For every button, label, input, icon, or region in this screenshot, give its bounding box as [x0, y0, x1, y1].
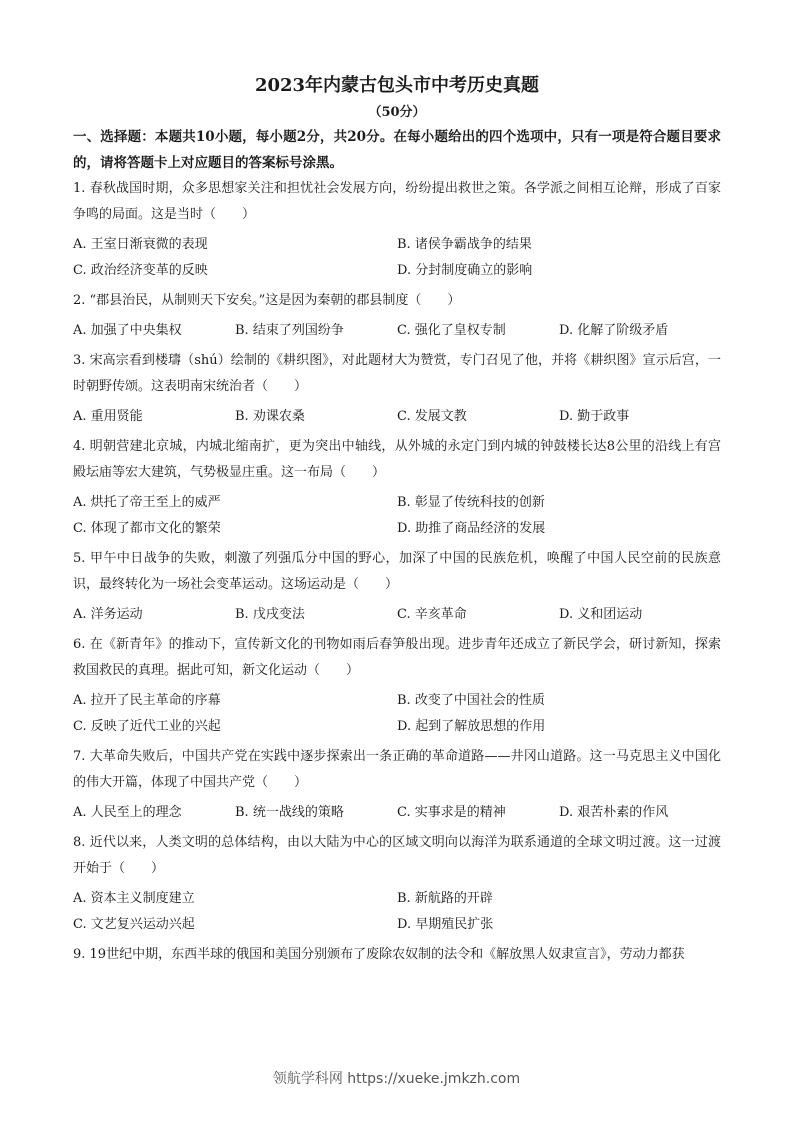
options-row [73, 404, 721, 430]
options-row [73, 688, 721, 740]
option-d: D. 义和团运动 [559, 607, 643, 622]
option-a: A. 烘托了帝王至上的威严 [73, 495, 221, 510]
option-c: C. 实事求是的精神 [397, 805, 506, 820]
option-b: B. 结束了列国纷争 [235, 323, 344, 338]
option-b: B. 戊戌变法 [235, 607, 305, 622]
options-row [73, 602, 721, 628]
question-5 [73, 546, 721, 628]
option-a: A. 洋务运动 [73, 607, 143, 622]
options-row [73, 886, 721, 938]
question-stem: 3. 宋高宗看到楼璹（shú）绘制的《耕织图》，对此题材大为赞赏，专门召见了他，并将《耕织图》宣示后宫，一时朝野传颂。这表明南宋统治者（ ） [73, 353, 721, 394]
question-stem: 4. 明朝营建北京城，内城北缩南扩，更为突出中轴线，从外城的永定门到内城的钟鼓楼长达8公里的沿线上有宫殿坛庙等宏大建筑，气势极显庄重。这一布局（ ） [73, 439, 721, 480]
option-b: B. 新航路的开辟 [397, 891, 493, 906]
question-stem: 2. “郡县治民，从制则天下安矣。”这是因为秦朝的郡县制度（ ） [73, 293, 461, 308]
option-d: D. 早期殖民扩张 [397, 917, 494, 932]
question-8 [73, 830, 721, 938]
question-list [73, 176, 721, 968]
question-4 [73, 434, 721, 542]
option-c: C. 文艺复兴运动兴起 [73, 917, 195, 932]
option-d: D. 艰苦朴素的作风 [559, 805, 669, 820]
options-row [73, 232, 721, 284]
option-c: C. 反映了近代工业的兴起 [73, 719, 221, 734]
option-b: B. 改变了中国社会的性质 [397, 693, 545, 708]
option-b: B. 诸侯争霸战争的结果 [397, 237, 532, 252]
question-6 [73, 632, 721, 740]
option-a: A. 加强了中央集权 [73, 323, 182, 338]
page-title: 2023年内蒙古包头市中考历史真题 [254, 75, 540, 96]
option-d: D. 助推了商品经济的发展 [397, 521, 546, 536]
options-row [73, 490, 721, 542]
option-a: A. 重用贤能 [73, 409, 143, 424]
question-2 [73, 288, 721, 344]
option-a: A. 拉开了民主革命的序幕 [73, 693, 221, 708]
option-d: D. 分封制度确立的影响 [397, 263, 533, 278]
options-row [73, 318, 721, 344]
option-d: D. 化解了阶级矛盾 [559, 323, 669, 338]
option-c: C. 政治经济变革的反映 [73, 263, 208, 278]
options-row [73, 800, 721, 826]
option-b: B. 劝课农桑 [235, 409, 305, 424]
question-stem: 7. 大革命失败后，中国共产党在实践中逐步探索出一条正确的革命道路——井冈山道路。这一马克思主义中国化的伟大开篇，体现了中国共产党（ ） [73, 749, 721, 790]
option-c: C. 辛亥革命 [397, 607, 467, 622]
option-d: D. 勤于政事 [559, 409, 630, 424]
question-stem: 1. 春秋战国时期，众多思想家关注和担忧社会发展方向，纷纷提出救世之策。各学派之间相互论辩，形成了百家争鸣的局面。这是当时（ ） [73, 181, 721, 222]
footer-watermark: 领航学科网 https://xueke.jmkzh.com [272, 1071, 521, 1087]
option-c: C. 强化了皇权专制 [397, 323, 506, 338]
option-c: C. 体现了都市文化的繁荣 [73, 521, 221, 536]
question-stem: 6. 在《新青年》的推动下，宣传新文化的刊物如雨后春笋般出现。进步青年还成立了新民学会，研讨新知，探索救国救民的真理。据此可知，新文化运动（ ） [73, 637, 721, 678]
option-b: B. 统一战线的策略 [235, 805, 344, 820]
option-c: C. 发展文教 [397, 409, 467, 424]
option-a: A. 资本主义制度建立 [73, 891, 195, 906]
exam-content [73, 72, 721, 968]
question-stem: 9. 19世纪中期，东西半球的俄国和美国分别颁布了废除农奴制的法令和《解放黑人奴隶宣言》，劳动力都获 [73, 947, 685, 962]
option-a: A. 王室日渐衰微的表现 [73, 237, 208, 252]
question-stem: 8. 近代以来，人类文明的总体结构，由以大陆为中心的区域文明向以海洋为联系通道的全球文明过渡。这一过渡开始于（ ） [73, 835, 721, 876]
question-9 [73, 942, 721, 968]
question-stem: 5. 甲午中日战争的失败，刺激了列强瓜分中国的野心，加深了中国的民族危机，唤醒了中国人民空前的民族意识，最终转化为一场社会变革运动。这场运动是（ ） [73, 551, 721, 592]
option-b: B. 彰显了传统科技的创新 [397, 495, 545, 510]
section-instructions: 一、选择题：本题共10小题，每小题2分，共20分。在每小题给出的四个选项中，只有一项是符合题目要求的，请将答题卡上对应题目的答案标号涂黑。 [73, 129, 721, 171]
question-7 [73, 744, 721, 826]
option-d: D. 起到了解放思想的作用 [397, 719, 546, 734]
total-score: （50分） [368, 105, 426, 120]
question-3 [73, 348, 721, 430]
question-1 [73, 176, 721, 284]
option-a: A. 人民至上的理念 [73, 805, 182, 820]
